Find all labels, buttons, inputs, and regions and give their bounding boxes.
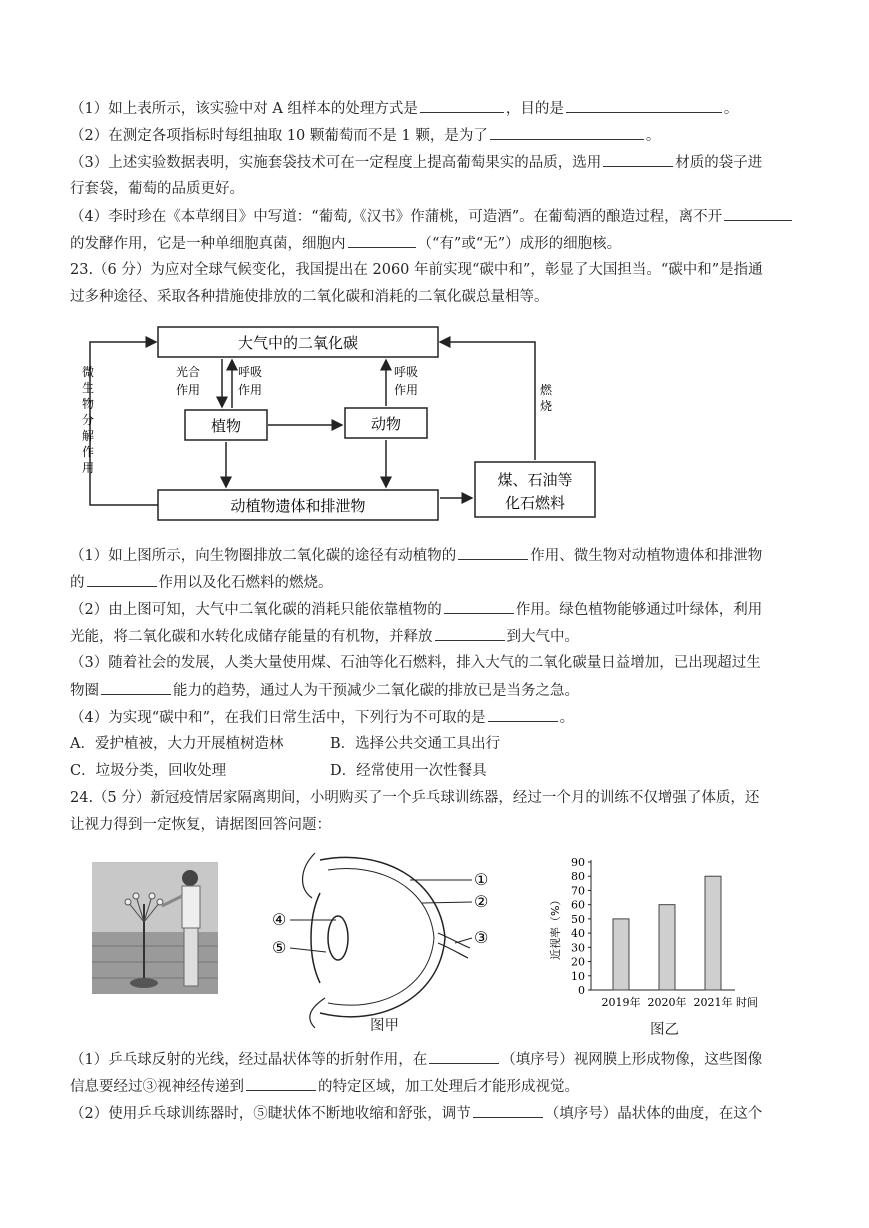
cornea (311, 893, 320, 983)
respiration-label-1: 呼吸 (238, 365, 263, 379)
fossil-label-2: 化石燃料 (504, 494, 566, 512)
answer-blank[interactable] (458, 545, 528, 560)
answer-blank[interactable] (566, 98, 722, 113)
q22-part3-text: （3）上述实验数据表明，实施套袋技术可在一定程度上提高葡萄果实的品质，选用 (70, 155, 602, 171)
q23-part2-text: （2）由上图可知，大气中二氧化碳的消耗只能依靠植物的 (70, 602, 442, 618)
q24-part1-text-d: 的特定区域，加工处理后才能形成视觉。 (318, 1079, 579, 1095)
ping-pong-ball (133, 893, 139, 899)
q23-intro-cont: 过多种途径、采取各种措施使排放的二氧化碳和消耗的二氧化碳总量相等。 (70, 289, 549, 305)
boy-head (182, 870, 198, 886)
x-tick-label: 2020年 (647, 996, 687, 1009)
y-tick-label: 70 (571, 884, 585, 898)
q22-part3-cont: 行套袋，葡萄的品质更好。 (70, 181, 244, 197)
q23-part2-cont (70, 626, 579, 647)
q23-part4-text: （4）为实现“碳中和”，在我们日常生活中，下列行为不可取的是 (70, 710, 486, 726)
q22-part2-text: （2）在测定各项指标时每组抽取 10 颗葡萄而不是 1 颗，是为了 (70, 128, 488, 144)
option-b[interactable]: B．选择公共交通工具出行 (330, 736, 501, 752)
answer-blank[interactable] (101, 680, 171, 695)
ping-pong-ball (125, 899, 131, 905)
eye-diagram (270, 848, 500, 1038)
burning-arrow (440, 342, 535, 460)
burning-label-1: 燃 (540, 383, 553, 397)
microbe-arrow (90, 342, 158, 505)
q23-part2-text-d: 到大气中。 (506, 629, 579, 645)
microbe-char: 分 (82, 413, 95, 427)
q22-part4-text-b: 的发酵作用，它是一种单细胞真菌，细胞内 (70, 236, 346, 252)
answer-blank[interactable] (246, 1076, 316, 1091)
q23-part1 (70, 545, 762, 566)
q23-part4 (70, 707, 574, 728)
q24-intro: 24.（5 分）新冠疫情居家隔离期间，小明购买了一个乒乓球训练器，经过一个月的训练不仅增强了体质，还 (70, 790, 760, 806)
q24-part1-cont (70, 1076, 579, 1097)
ping-pong-ball (149, 893, 155, 899)
microbe-char: 微 (82, 365, 95, 379)
option-d[interactable]: D．经常使用一次性餐具 (330, 763, 487, 779)
q23-intro: 23.（6 分）为应对全球气候变化，我国提出在 2060 年前实现“碳中和”，彰显了大国担当。“碳中和”是指通 (70, 262, 763, 278)
y-tick-label: 20 (571, 955, 585, 969)
y-tick-label: 90 (571, 856, 585, 869)
q22-part1-end: 。 (723, 101, 739, 117)
bar (705, 876, 721, 990)
q23-part3-text: 物圈 (70, 683, 99, 699)
q23-part1-text-d: 作用以及化石燃料的燃烧。 (158, 575, 333, 591)
chart-bars (613, 876, 721, 990)
q22-part4-text: （4）李时珍在《本草纲目》中写道：“葡萄,《汉书》作蒲桃，可造酒”。在葡萄酒的酿造过程，离不开 (70, 209, 723, 225)
y-tick-label: 0 (578, 984, 585, 997)
answer-blank[interactable] (435, 626, 505, 641)
q23-part3-cont (70, 680, 579, 701)
microbe-char: 作 (82, 445, 95, 459)
x-tick-label: 2021年 (693, 996, 733, 1009)
q23-part1-text-b: 作用、微生物对动植物遗体和排泄物 (530, 548, 763, 564)
answer-blank[interactable] (429, 1049, 499, 1064)
q22-part4-cont (70, 233, 621, 254)
q23-part2-text-b: 作用。绿色植物能够通过叶绿体，利用 (515, 602, 763, 618)
carbon-cycle-diagram (70, 322, 630, 532)
chart-xlabel: 时间 (736, 996, 758, 1009)
fossil-label-1: 煤、石油等 (497, 471, 573, 489)
pointer-line (455, 938, 472, 943)
label-1: ① (474, 870, 489, 889)
option-c[interactable]: C．垃圾分类，回收处理 (70, 763, 227, 779)
figure-b-caption: 图乙 (650, 1022, 679, 1038)
q23-part3-text-b: 能力的趋势，通过人为干预减少二氧化碳的排放已是当务之急。 (173, 683, 579, 699)
respiration2-label-2: 作用 (394, 383, 419, 397)
q23-part4-end: 。 (559, 710, 575, 726)
q23-part1-cont (70, 572, 333, 593)
q24-part2-text-b: （填序号）晶状体的曲度，在这个 (544, 1106, 763, 1122)
q24-part2-text: （2）使用乒乓球训练器时，⑤睫状体不断地收缩和舒张，调节 (70, 1106, 471, 1122)
q23-part3: （3）随着社会的发展，人类大量使用煤、石油等化石燃料，排入大气的二氧化碳量日益增加，已出现超过生 (70, 655, 761, 671)
atmosphere-label: 大气中的二氧化碳 (237, 334, 359, 352)
y-tick-label: 10 (571, 969, 585, 983)
q23-part1-text-c: 的 (70, 575, 85, 591)
lens (328, 916, 348, 960)
eyelid (303, 853, 325, 1028)
y-tick-label: 80 (571, 870, 585, 884)
pointer-line (290, 948, 326, 952)
q22-part2-end: 。 (645, 128, 661, 144)
q23-part2-text-c: 光能，将二氧化碳和水转化成储存能量的有机物，并释放 (70, 629, 433, 645)
label-5: ⑤ (272, 938, 287, 957)
q22-part4 (70, 206, 794, 227)
pointer-line (422, 902, 472, 903)
label-3: ③ (474, 928, 489, 947)
answer-blank[interactable] (603, 152, 673, 167)
x-tick-label: 2019年 (601, 996, 641, 1009)
ping-pong-trainer-photo (92, 862, 218, 994)
y-tick-label: 50 (571, 912, 585, 926)
answer-blank[interactable] (87, 572, 157, 587)
trainer-base (130, 978, 158, 988)
respiration-label-2: 作用 (238, 383, 263, 397)
y-tick-label: 40 (571, 927, 585, 941)
q24-part1 (70, 1049, 762, 1070)
answer-blank[interactable] (488, 707, 558, 722)
bar (659, 905, 675, 990)
q22-part2 (70, 125, 660, 146)
y-tick-label: 30 (571, 941, 585, 955)
photosynthesis-label-1: 光合 (176, 365, 201, 379)
chart-yticks (571, 856, 591, 997)
chart-ylabel: 近视率（%） (549, 894, 562, 960)
ping-pong-ball (157, 899, 163, 905)
remains-label: 动植物遗体和排泄物 (230, 497, 366, 515)
microbe-char: 解 (82, 429, 95, 443)
q24-intro-cont: 让视力得到一定恢复，请据图回答问题： (70, 817, 331, 833)
q22-part3 (70, 152, 762, 173)
q22-part1-text-b: ，目的是 (505, 101, 564, 117)
bar (613, 919, 629, 990)
microbe-char: 生 (82, 381, 95, 395)
photosynthesis-label-2: 作用 (176, 383, 201, 397)
y-tick-label: 60 (571, 898, 585, 912)
microbe-label (82, 364, 94, 475)
animal-label: 动物 (370, 415, 402, 433)
answer-blank[interactable] (420, 98, 504, 113)
q24-part2 (70, 1103, 762, 1124)
respiration2-label-1: 呼吸 (394, 365, 419, 379)
q23-part2 (70, 599, 762, 620)
label-4: ④ (272, 910, 287, 929)
q22-part4-text-c: （“有”或“无”）成形的细胞核。 (417, 236, 622, 252)
microbe-char: 物 (82, 397, 95, 411)
boy-body (182, 886, 200, 928)
answer-blank[interactable] (473, 1103, 543, 1118)
option-a[interactable]: A．爱护植被，大力开展植树造林 (70, 736, 284, 752)
q22-part1 (70, 98, 738, 119)
answer-blank[interactable] (724, 206, 792, 221)
q24-part1-text: （1）乒乓球反射的光线，经过晶状体等的折射作用，在 (70, 1052, 428, 1068)
q23-part1-text: （1）如上图所示，向生物圈排放二氧化碳的途径有动植物的 (70, 548, 457, 564)
answer-blank[interactable] (490, 125, 644, 140)
myopia-bar-chart (545, 850, 785, 1028)
q24-part1-text-c: 信息要经过③视神经传递到 (70, 1079, 244, 1095)
burning-label-2: 烧 (540, 399, 553, 413)
answer-blank[interactable] (348, 233, 416, 248)
figure-a-caption: 图甲 (370, 1018, 399, 1034)
microbe-char: 用 (82, 461, 95, 475)
boy-legs (184, 928, 198, 986)
q22-part3-text-b: 材质的袋子进 (675, 155, 763, 171)
label-2: ② (474, 892, 489, 911)
chart-xticks (602, 995, 733, 1009)
plant-label: 植物 (210, 417, 242, 435)
answer-blank[interactable] (444, 599, 514, 614)
q22-part1-text: （1）如上表所示，该实验中对 A 组样本的处理方式是 (70, 101, 418, 117)
q24-part1-text-b: （填序号）视网膜上形成物像，这些图像 (501, 1052, 763, 1068)
